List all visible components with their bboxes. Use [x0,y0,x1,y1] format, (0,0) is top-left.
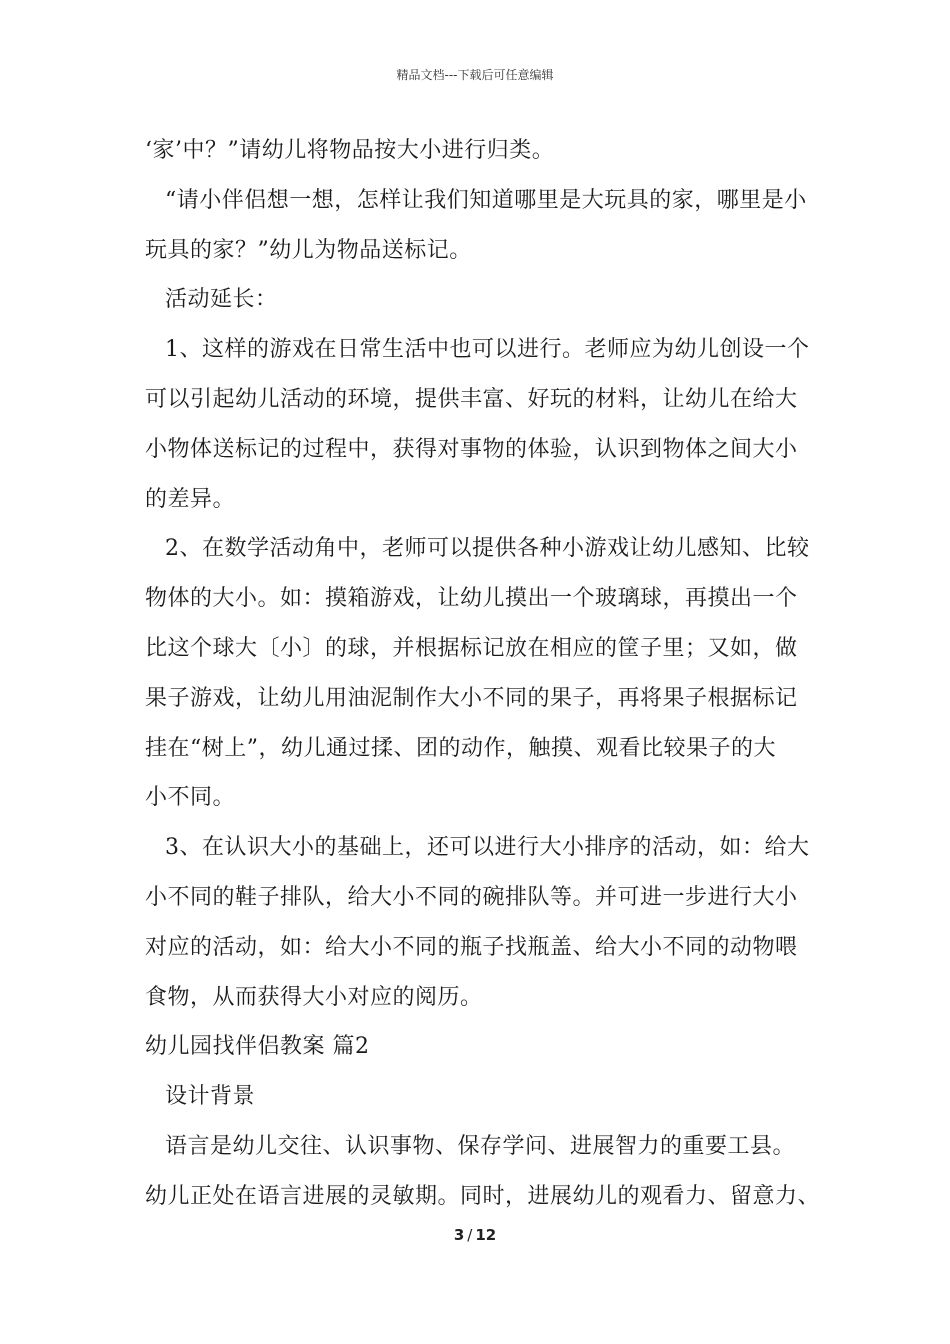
current-page: 3 [453,1226,465,1244]
text-line: “请小伴侣想一想，怎样让我们知道哪里是大玩具的家，哪里是小 [165,187,807,213]
page-number [0,1226,950,1244]
text-line: 幼儿正处在语言进展的灵敏期。同时，进展幼儿的观看力、留意力、 [145,1183,821,1209]
text-line: 玩具的家？”幼儿为物品送标记。 [145,237,472,263]
text-line: ‘家’中？”请幼儿将物品按大小进行归类。 [145,138,555,163]
text-line: 小不同的鞋子排队，给大小不同的碗排队等。并可进一步进行大小 [145,884,798,910]
page-header: 精品文档---下载后可任意编辑 [396,68,554,82]
text-line: 1、这样的游戏在日常生活中也可以进行。老师应为幼儿创设一个 [165,337,810,363]
text-line: 果子游戏，让幼儿用油泥制作大小不同的果子，再将果子根据标记 [145,685,798,711]
subsection-heading: 设计背景 [165,1084,256,1110]
text-line: 的差异。 [145,486,236,512]
text-line: 食物，从而获得大小对应的阅历。 [145,984,483,1010]
text-line: 比这个球大〔小〕的球，并根据标记放在相应的筐子里；又如，做 [145,635,798,661]
total-pages: 12 [475,1226,497,1244]
text-line: 小物体送标记的过程中，获得对事物的体验，认识到物体之间大小 [145,436,798,462]
text-line: 3、在认识大小的基础上，还可以进行大小排序的活动，如：给大 [165,835,810,861]
text-line: 物体的大小。如：摸箱游戏，让幼儿摸出一个玻璃球，再摸出一个 [145,586,798,612]
text-line: 2、在数学活动角中，老师可以提供各种小游戏让幼儿感知、比较 [165,536,810,562]
section-heading: 幼儿园找伴侣教案 篇2 [145,1034,370,1060]
text-line: 可以引起幼儿活动的环境，提供丰富、好玩的材料，让幼儿在给大 [145,386,798,412]
text-line: 语言是幼儿交往、认识事物、保存学问、进展智力的重要工县。 [165,1133,796,1159]
text-line: 小不同。 [145,785,236,811]
text-line: 活动延长： [165,287,278,313]
text-line: 挂在“树上”，幼儿通过揉、团的动作，触摸、观看比较果子的大 [145,735,776,761]
text-line: 对应的活动，如：给大小不同的瓶子找瓶盖、给大小不同的动物喂 [145,934,798,960]
document-body [145,126,825,1222]
page-separator: / [467,1226,473,1244]
